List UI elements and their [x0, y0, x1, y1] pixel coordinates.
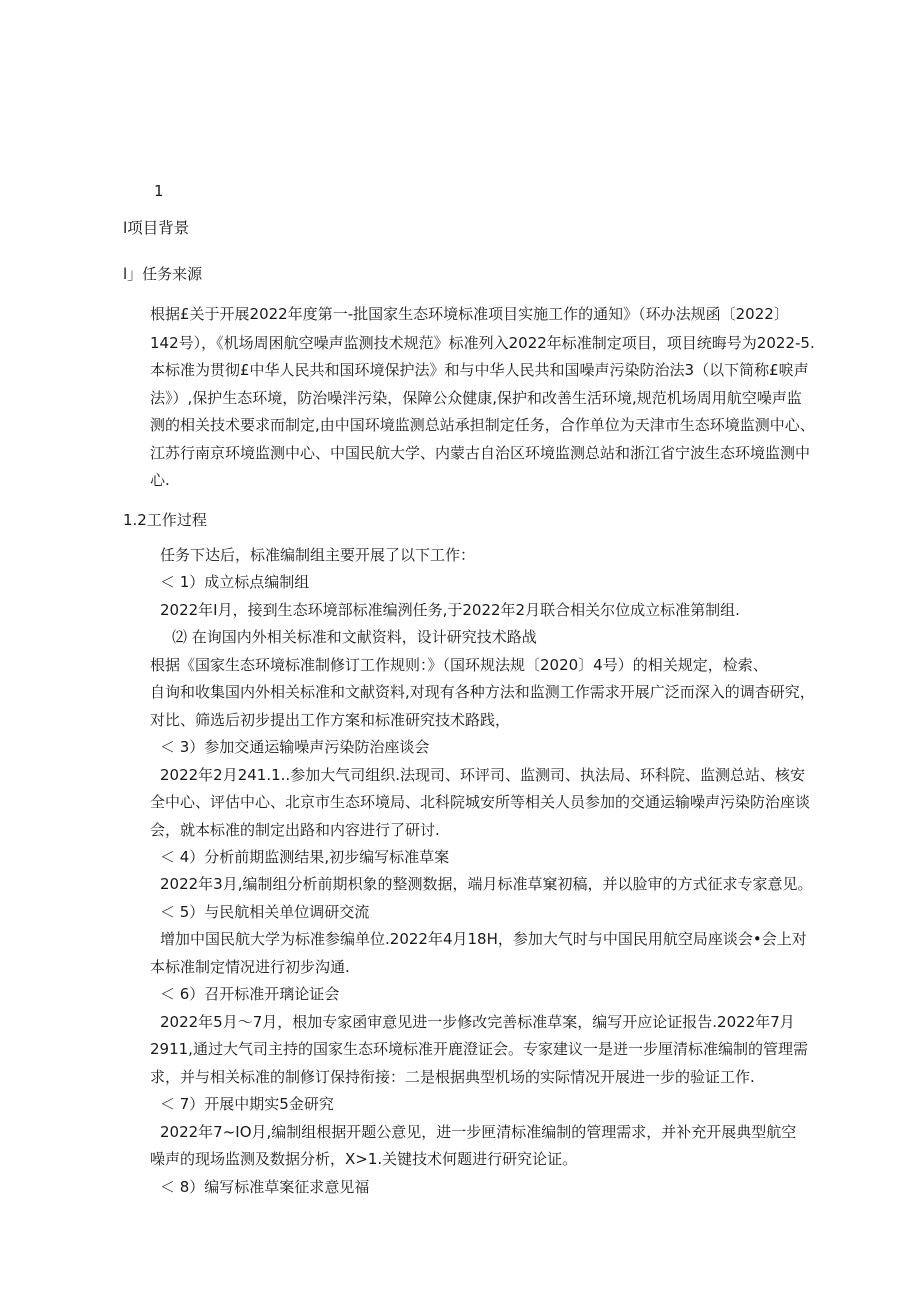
paragraph-line: 心.	[150, 471, 170, 489]
list-item-title: ＜ 1）成立标点编制组	[160, 573, 310, 591]
list-item-title: ⑵ 在询国内外相关标准和文献资料，设计研究技术路战	[172, 628, 537, 646]
paragraph-line: 求，并与相关标准的制修订保持衔接：二是根据典型机场的实际情况开展进一步的验证工作.	[150, 1068, 755, 1086]
list-item-title: ＜ 3）参加交通运输噪声污染防治座谈会	[160, 738, 430, 756]
paragraph-line: 测的相关技术要求而制定,由中国环境监测总站承担制定任务，合作单位为天津市生态环境监测中心、	[150, 416, 815, 434]
paragraph-line: 本标准制定情况进行初步沟通.	[150, 958, 350, 976]
paragraph-line: 142号），《机场周困航空噪声监测技术规范》标准列入2022年标准制定项目，项目统晦号为2022-5.	[150, 334, 815, 352]
paragraph-line: 全中心、评估中心、北京市生态环境局、北科院城安所等相关人员参加的交通运输噪声污染防治座谈	[150, 793, 811, 811]
paragraph-line: 对比、筛选后初步提出工作方案和标准研究技术路践，	[150, 711, 511, 729]
paragraph-line: 2022年2月241.1..参加大气司组织.法现司、环评司、监测司、执法局、环科院、监测总站、核安	[160, 766, 805, 784]
heading-project-background: l项目背景	[123, 219, 190, 237]
paragraph-intro: 任务下达后，标准编制组主要开展了以下工作：	[160, 546, 476, 564]
list-item-title: ＜ 4）分析前期监测结果,初步编写标准草案	[160, 848, 450, 866]
heading-task-source: l」任务来源	[123, 265, 203, 283]
paragraph-line: 法》）,保护生态环境，防治噪泮污染，保障公众健康,保护和改善生活环境,规范机场周用航空噪声监	[150, 389, 802, 407]
paragraph-line: 根据《国家生态环境标准制修订工作规则：》（国环规法规〔2020〕4号）的相关规定，检索、	[150, 656, 768, 674]
paragraph-line: 自询和收集国内外相关标准和文献资料,对现有各种方法和监测工作需求开展广泛而深入的调杳研究，	[150, 683, 815, 701]
paragraph-line: 2022年3月,编制组分析前期枳象的整测数据，端月标准草窠初稿，并以脸审的方式征求专家意见。	[160, 875, 813, 893]
list-item-title: ＜ 6）召开标准开璃论证会	[160, 985, 340, 1003]
paragraph-line: 增加中国民航大学为标准参编单位.2022年4月18H，参加大气时与中国民用航空局座谈会•会上对	[160, 930, 807, 948]
paragraph-line: 本标准为贯彻£中华人民共和国环境保护法》和与中华人民共和国噪声污染防治法3（以下简称£唳声	[150, 361, 809, 379]
paragraph-line: 会，就本标准的制定出路和内容进行了研讨.	[150, 821, 440, 839]
paragraph-line: 江苏行南京环境监测中心、中国民航大学、内蒙古自治区环境监测总站和浙江省宁波生态环境监测中	[150, 444, 811, 462]
paragraph-line: 2911,通过大气司主持的国家生态环境标准开鹿澄证会。专家建议一是迸一步厘清标准编制的管理需	[150, 1040, 808, 1058]
paragraph-line: 噪声的现场监测及数据分析，X>1.关键技术何题进行研究论证。	[150, 1150, 578, 1168]
page-number: 1	[154, 182, 164, 200]
paragraph-line: 2022年7~IO月,编制组根据开题公意见，进一步匣清标准编制的管理需求，并补充开展典型航空	[160, 1123, 797, 1141]
list-item-title: ＜ 7）开展中期实5金研究	[160, 1095, 334, 1113]
heading-work-process: 1.2工作过程	[123, 511, 207, 529]
paragraph-line: 2022年5月〜7月，根加专家函审意见进一步修改完善标准草案，编写开应论证报告.2022年7月	[160, 1013, 795, 1031]
list-item-title: ＜ 5）与民航相关单位调研交流	[160, 903, 370, 921]
paragraph-line: 根据£关于开展2022年度第一-批国家生态环境标准项目实施工作的通知》（环办法规函〔2022〕	[150, 305, 789, 323]
list-item-title: ＜ 8）编写标准草案征求意见福	[160, 1178, 370, 1196]
paragraph-line: 2022年I月，接到生态环境部标准编洌任务,于2022年2月联合相关尔位成立标准第制组.	[160, 601, 740, 619]
